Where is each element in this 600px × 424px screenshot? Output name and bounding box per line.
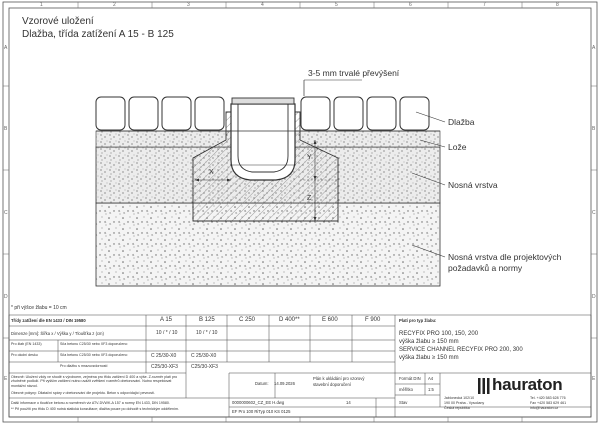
border-mark: B xyxy=(4,126,8,132)
notes-general-2: Obecné pokyny: Dilatační spáry v obetonování dle projektu. Beton s odpovídající pevností. xyxy=(11,391,156,395)
dimension-z: Z xyxy=(307,195,312,202)
border-mark: A xyxy=(4,45,8,51)
dimension-a15: 10 / * / 10 xyxy=(156,330,178,336)
hauraton-logo: hauraton xyxy=(492,375,563,394)
class-d400: D 400** xyxy=(279,317,300,323)
channel-body xyxy=(231,104,295,180)
document-code: EF Pro 100 RiTyp 010 KS 0125 xyxy=(232,409,291,414)
state-label: Stav xyxy=(399,400,408,405)
drawing-subtitle: Dlažba, třída zatížení A 15 - B 125 xyxy=(22,29,174,40)
class-a15: A 15 xyxy=(160,317,173,323)
border-mark: A xyxy=(592,45,596,51)
row-sub-channel: Síla betonu C25/30 nebo XF3 doporučeno xyxy=(60,342,128,346)
layer-label-base: Nosná vrstva xyxy=(448,180,498,190)
border-mark: 5 xyxy=(335,2,338,8)
layer-label-subbase-2: požadavků a normy xyxy=(448,263,523,273)
plan-title-2: stavební doporučení xyxy=(313,382,351,387)
product-line-2: výška žlabu ≥ 150 mm xyxy=(399,339,459,345)
class-b125: B 125 xyxy=(199,317,215,323)
product-line-4: výška žlabu ≥ 150 mm xyxy=(399,355,459,361)
border-mark: E xyxy=(4,376,8,382)
dimension-row-label: Dimenze [mm]: Šířka x / Výška y / Tloušťka z (cm) xyxy=(11,331,104,336)
dimension-y: Y xyxy=(307,154,312,161)
dimension-b125: 10 / * / 10 xyxy=(196,330,218,336)
scale-value: 1:5 xyxy=(428,387,434,392)
elevation-annotation: 3-5 mm trvalé převýšení xyxy=(308,68,400,78)
scale-label: měřítko xyxy=(399,387,413,392)
drawing-note: * při výšce žlabu = 10 cm xyxy=(11,305,67,311)
border-mark: 7 xyxy=(483,2,486,8)
date-label: Datum: xyxy=(255,381,269,386)
company-address-1: Jablonecká 102/10 xyxy=(444,396,475,400)
foot-note-2: ** Při použití pro třídu D 400 nutná statická konzultace; dlažba pouze po dohodě s technickým oddělením. xyxy=(11,407,180,411)
drawing-title: Vzorové uložení xyxy=(22,16,94,27)
border-mark: 2 xyxy=(113,2,116,8)
concrete-b125: C 25/30-X0 xyxy=(191,353,217,359)
border-mark: D xyxy=(592,294,596,300)
row-sub-slab: Síla betonu C25/30 nebo XF3 doporučeno xyxy=(60,353,128,357)
company-address-2: 190 00 Praha - Vysočany xyxy=(444,401,485,405)
border-mark: 4 xyxy=(261,2,264,8)
border-mark: B xyxy=(592,126,596,132)
border-mark: C xyxy=(592,210,596,216)
hauraton-logo-mark xyxy=(478,378,490,394)
product-line-3: SERVICE CHANNEL RECYFIX PRO 200, 300 xyxy=(399,347,523,353)
format-value: A4 xyxy=(428,376,434,381)
class-e600: E 600 xyxy=(322,317,338,323)
border-mark: 1 xyxy=(40,2,43,8)
layer-label-bedding: Lože xyxy=(448,142,467,152)
table-header-label: Třídy zatížení dle EN 1433 / DIN 19580 xyxy=(11,318,86,323)
border-mark: E xyxy=(592,376,596,382)
foot-note-1: Další informace o tloušťce betonu a rozměrech viz ATV-DVWK-A 157 a normy EN 1433, DIN 19580. xyxy=(11,401,170,405)
document-number: 0000000602_CZ_EE H.dwg xyxy=(232,400,285,405)
frost-a15: C25/30-XF3 xyxy=(151,364,178,370)
border-mark: 3 xyxy=(187,2,190,8)
concrete-a15: C 25/30-X0 xyxy=(151,353,177,359)
border-mark: 6 xyxy=(409,2,412,8)
class-c250: C 250 xyxy=(239,317,256,323)
channel-grating xyxy=(232,98,294,104)
plan-title-1: Plán k ukládání pro vzorový xyxy=(313,376,365,381)
page-number: 14 xyxy=(346,400,351,405)
layer-label-subbase: Nosná vrstva dle projektových xyxy=(448,252,562,262)
frost-b125: C25/30-XF3 xyxy=(191,364,218,370)
notes-general: Obecně: Uložení vždy ve shodě s výrobcem, zejména pro třídu zatížení D 400 a výše. Z-rozměr platí pro zhutněné podloží. Při vyšším zatížení nutno uvážit zvětšení rozměrů obetonování. Nutno respektovat montážní návod. xyxy=(11,375,178,388)
product-line-1: RECYFIX PRO 100, 150, 200 xyxy=(399,331,479,337)
row-label-channel: Pro žlab (EN 1433) xyxy=(11,342,42,346)
date-value: 14.09.2026 xyxy=(274,381,295,386)
product-heading: Platí pro typ žlabu: xyxy=(399,318,437,323)
company-email: info@hauraton.cz xyxy=(530,406,559,410)
layer-label-paving: Dlažba xyxy=(448,117,475,127)
border-mark: D xyxy=(4,294,8,300)
company-fax: Fax +420 583 629 461 xyxy=(530,401,567,405)
border-mark: 8 xyxy=(556,2,559,8)
class-f900: F 900 xyxy=(365,317,381,323)
row-label-frost: Pro dlažbu s mrazuvzdorností xyxy=(60,364,108,368)
dimension-x: X xyxy=(209,169,214,176)
border-mark: C xyxy=(4,210,8,216)
row-label-slab: Pro okolní desku xyxy=(11,353,38,357)
company-address-3: Česká republika xyxy=(444,406,470,410)
company-phone: Tel. +420 583 628 776 xyxy=(530,396,566,400)
format-label: Formát DIN xyxy=(399,376,421,381)
